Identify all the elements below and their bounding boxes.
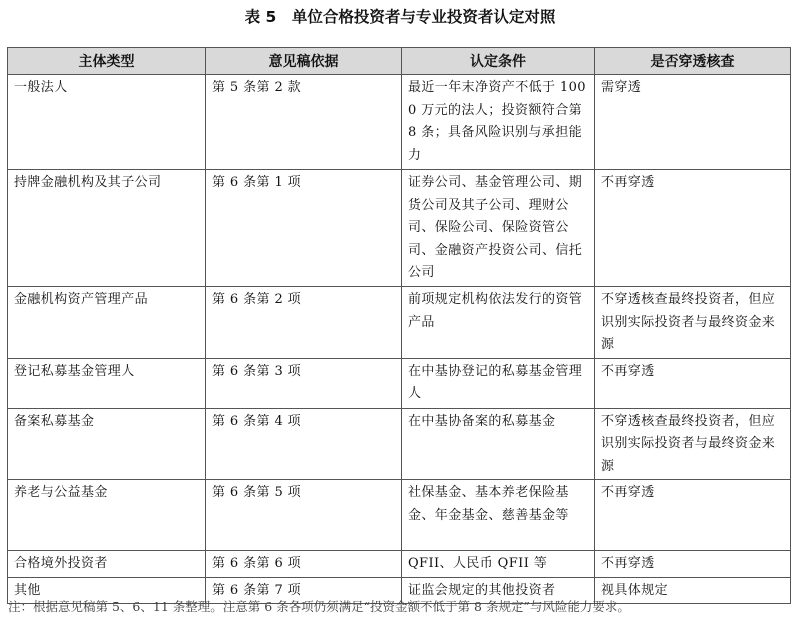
cell-look-through: 不穿透核查最终投资者，但应识别实际投资者与最终资金来源 — [595, 408, 791, 480]
footnote: 注：根据意见稿第 5、6、11 条整理。注意第 6 条各项仍须满足“投资金额不低于第 8 条规定”与风险能力要求。 — [8, 599, 630, 614]
cell-criteria: 前项规定机构依法发行的资管产品 — [402, 287, 595, 359]
table-title: 表 5 单位合格投资者与专业投资者认定对照 — [244, 8, 556, 26]
cell-entity-type: 登记私募基金管理人 — [8, 358, 206, 408]
cell-criteria: 社保基金、基本养老保险基金、年金基金、慈善基金等 — [402, 480, 595, 551]
table-row — [8, 287, 791, 359]
header-criteria: 认定条件 — [402, 48, 595, 75]
table-row — [8, 551, 791, 578]
cell-draft-basis: 第 6 条第 5 项 — [206, 480, 402, 551]
cell-draft-basis: 第 6 条第 2 项 — [206, 287, 402, 359]
cell-entity-type: 其他 — [8, 577, 206, 604]
table-row — [8, 170, 791, 287]
cell-entity-type: 金融机构资产管理产品 — [8, 287, 206, 359]
cell-criteria: 最近一年末净资产不低于 1000 万元的法人；投资额符合第 8 条；具备风险识别与承担能力 — [402, 75, 595, 170]
cell-criteria: 在中基协备案的私募基金 — [402, 408, 595, 480]
cell-criteria: 在中基协登记的私募基金管理人 — [402, 358, 595, 408]
cell-look-through: 不再穿透 — [595, 551, 791, 578]
cell-criteria: 证券公司、基金管理公司、期货公司及其子公司、理财公司、保险公司、保险资管公司、金融资产投资公司、信托公司 — [402, 170, 595, 287]
header-look-through: 是否穿透核查 — [595, 48, 791, 75]
cell-draft-basis: 第 6 条第 7 项 — [206, 577, 402, 604]
cell-look-through: 不再穿透 — [595, 358, 791, 408]
cell-entity-type: 持牌金融机构及其子公司 — [8, 170, 206, 287]
header-row — [8, 48, 791, 75]
cell-draft-basis: 第 6 条第 6 项 — [206, 551, 402, 578]
cell-entity-type: 备案私募基金 — [8, 408, 206, 480]
cell-look-through: 不穿透核查最终投资者，但应识别实际投资者与最终资金来源 — [595, 287, 791, 359]
header-draft-basis: 意见稿依据 — [206, 48, 402, 75]
cell-entity-type: 合格境外投资者 — [8, 551, 206, 578]
cell-look-through: 需穿透 — [595, 75, 791, 170]
cell-look-through: 不再穿透 — [595, 170, 791, 287]
cell-criteria: QFII、人民币 QFII 等 — [402, 551, 595, 578]
cell-look-through: 视具体规定 — [595, 577, 791, 604]
cell-draft-basis: 第 6 条第 1 项 — [206, 170, 402, 287]
table-row — [8, 480, 791, 551]
table-row — [8, 408, 791, 480]
header-entity-type: 主体类型 — [8, 48, 206, 75]
cell-draft-basis: 第 5 条第 2 款 — [206, 75, 402, 170]
cell-look-through: 不再穿透 — [595, 480, 791, 551]
table-row — [8, 358, 791, 408]
cell-entity-type: 一般法人 — [8, 75, 206, 170]
cell-draft-basis: 第 6 条第 3 项 — [206, 358, 402, 408]
cell-draft-basis: 第 6 条第 4 项 — [206, 408, 402, 480]
table-row — [8, 75, 791, 170]
cell-entity-type: 养老与公益基金 — [8, 480, 206, 551]
investor-comparison-table — [7, 47, 791, 604]
cell-criteria: 证监会规定的其他投资者 — [402, 577, 595, 604]
